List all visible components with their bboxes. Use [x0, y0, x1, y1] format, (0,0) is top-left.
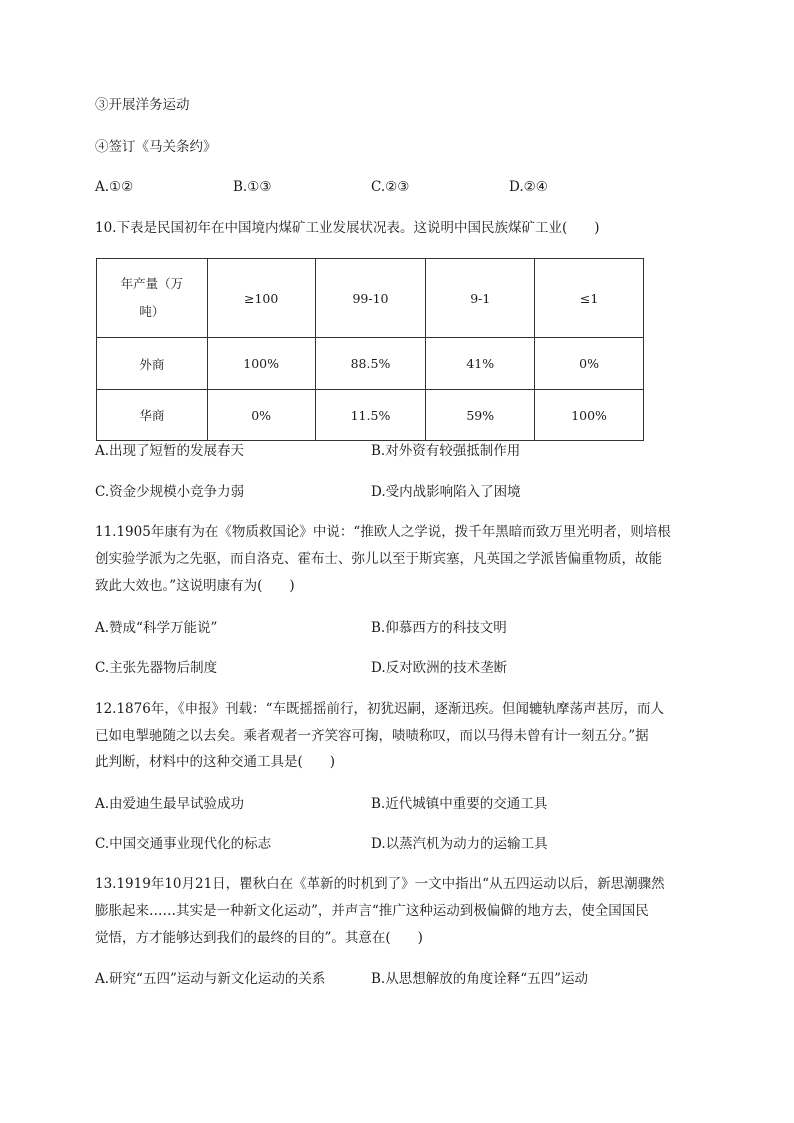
table-header-cell: 9-1: [426, 259, 535, 338]
table-cell: 41%: [426, 338, 535, 390]
q12-option-a: A.由爱迪生最早试验成功: [95, 796, 245, 812]
table-header-cell: 99-10: [315, 259, 426, 338]
q9-option-b: B.①③: [233, 179, 272, 195]
table-cell: 0%: [535, 338, 644, 390]
header-label-line-1: 年产量（万: [120, 276, 184, 291]
table-cell: 88.5%: [315, 338, 426, 390]
q10-option-d: D.受内战影响陷入了困境: [371, 484, 521, 500]
table-header-cell: ≥100: [207, 259, 315, 338]
q11-stem-line-2: 创实验学派为之先驱，而自洛克、霍布士、弥儿以至于斯宾塞，凡英国之学派皆偏重物质，故能: [95, 551, 662, 567]
q12-stem-line-1: 12.1876年，《申报》刊载：“车既摇摇前行，初犹迟嗣，逐渐迅疾。但闻辘轨摩荡声甚厉，而人: [95, 701, 664, 717]
table-cell: 0%: [207, 390, 315, 441]
q10-stem: 10.下表是民国初年在中国境内煤矿工业发展状况表。这说明中国民族煤矿工业( ): [95, 220, 600, 236]
q12-option-b: B.近代城镇中重要的交通工具: [371, 796, 548, 812]
q12-option-c: C.中国交通事业现代化的标志: [95, 836, 272, 852]
q13-stem-line-2: 膨胀起来……其实是一种新文化运动”，并声言“推广这种运动到极偏僻的地方去，使全国国民: [95, 903, 649, 919]
q13-stem-line-1: 13.1919年10月21日，瞿秋白在《革新的时机到了》一文中指出“从五四运动以后，新思潮骤然: [95, 876, 665, 892]
table-row: [97, 338, 644, 390]
q9-option-a: A.①②: [95, 179, 134, 195]
table-cell: 100%: [207, 338, 315, 390]
q12-stem-line-3: 此判断，材料中的这种交通工具是( ): [95, 754, 336, 770]
table-header-label: [97, 259, 208, 338]
table-cell: 11.5%: [315, 390, 426, 441]
q9-item-3: ③开展洋务运动: [95, 97, 190, 113]
q11-option-c: C.主张先器物后制度: [95, 660, 218, 676]
q13-option-b: B.从思想解放的角度诠释“五四”运动: [371, 971, 589, 987]
header-label-line-2: 吨）: [139, 304, 165, 319]
table-header-cell: ≤1: [535, 259, 644, 338]
q11-option-b: B.仰慕西方的科技文明: [371, 620, 507, 636]
q13-stem-line-3: 觉悟，方才能够达到我们的最终的目的”。其意在( ): [95, 930, 423, 946]
q11-option-a: A.赞成“科学万能说”: [95, 620, 218, 636]
table-row-label: 外商: [97, 338, 208, 390]
table-header-row: [97, 259, 644, 338]
q10-option-c: C.资金少规模小竞争力弱: [95, 484, 245, 500]
q9-option-c: C.②③: [371, 179, 410, 195]
table-cell: 59%: [426, 390, 535, 441]
q11-option-d: D.反对欧洲的技术垄断: [371, 660, 508, 676]
q12-stem-line-2: 已如电掣驰随之以去矣。乘者观者一齐笑容可掬，啧啧称叹，而以马得未曾有计一刻五分。”据: [95, 728, 649, 744]
table-cell: 100%: [535, 390, 644, 441]
q9-option-d: D.②④: [509, 179, 548, 195]
q11-stem-line-1: 11.1905年康有为在《物质救国论》中说：“推欧人之学说，拨千年黑暗而致万里光明者，则培根: [95, 524, 671, 540]
q10-option-a: A.出现了短暂的发展春天: [95, 443, 245, 459]
table-row-label: 华商: [97, 390, 208, 441]
q9-item-4: ④签订《马关条约》: [95, 139, 217, 155]
q11-stem-line-3: 致此大效也。”这说明康有为( ): [95, 578, 295, 594]
q12-option-d: D.以蒸汽机为动力的运输工具: [371, 836, 548, 852]
table-row: [97, 390, 644, 441]
q13-option-a: A.研究“五四”运动与新文化运动的关系: [95, 971, 326, 987]
q10-option-b: B.对外资有较强抵制作用: [371, 443, 521, 459]
coal-industry-table: [96, 258, 644, 441]
